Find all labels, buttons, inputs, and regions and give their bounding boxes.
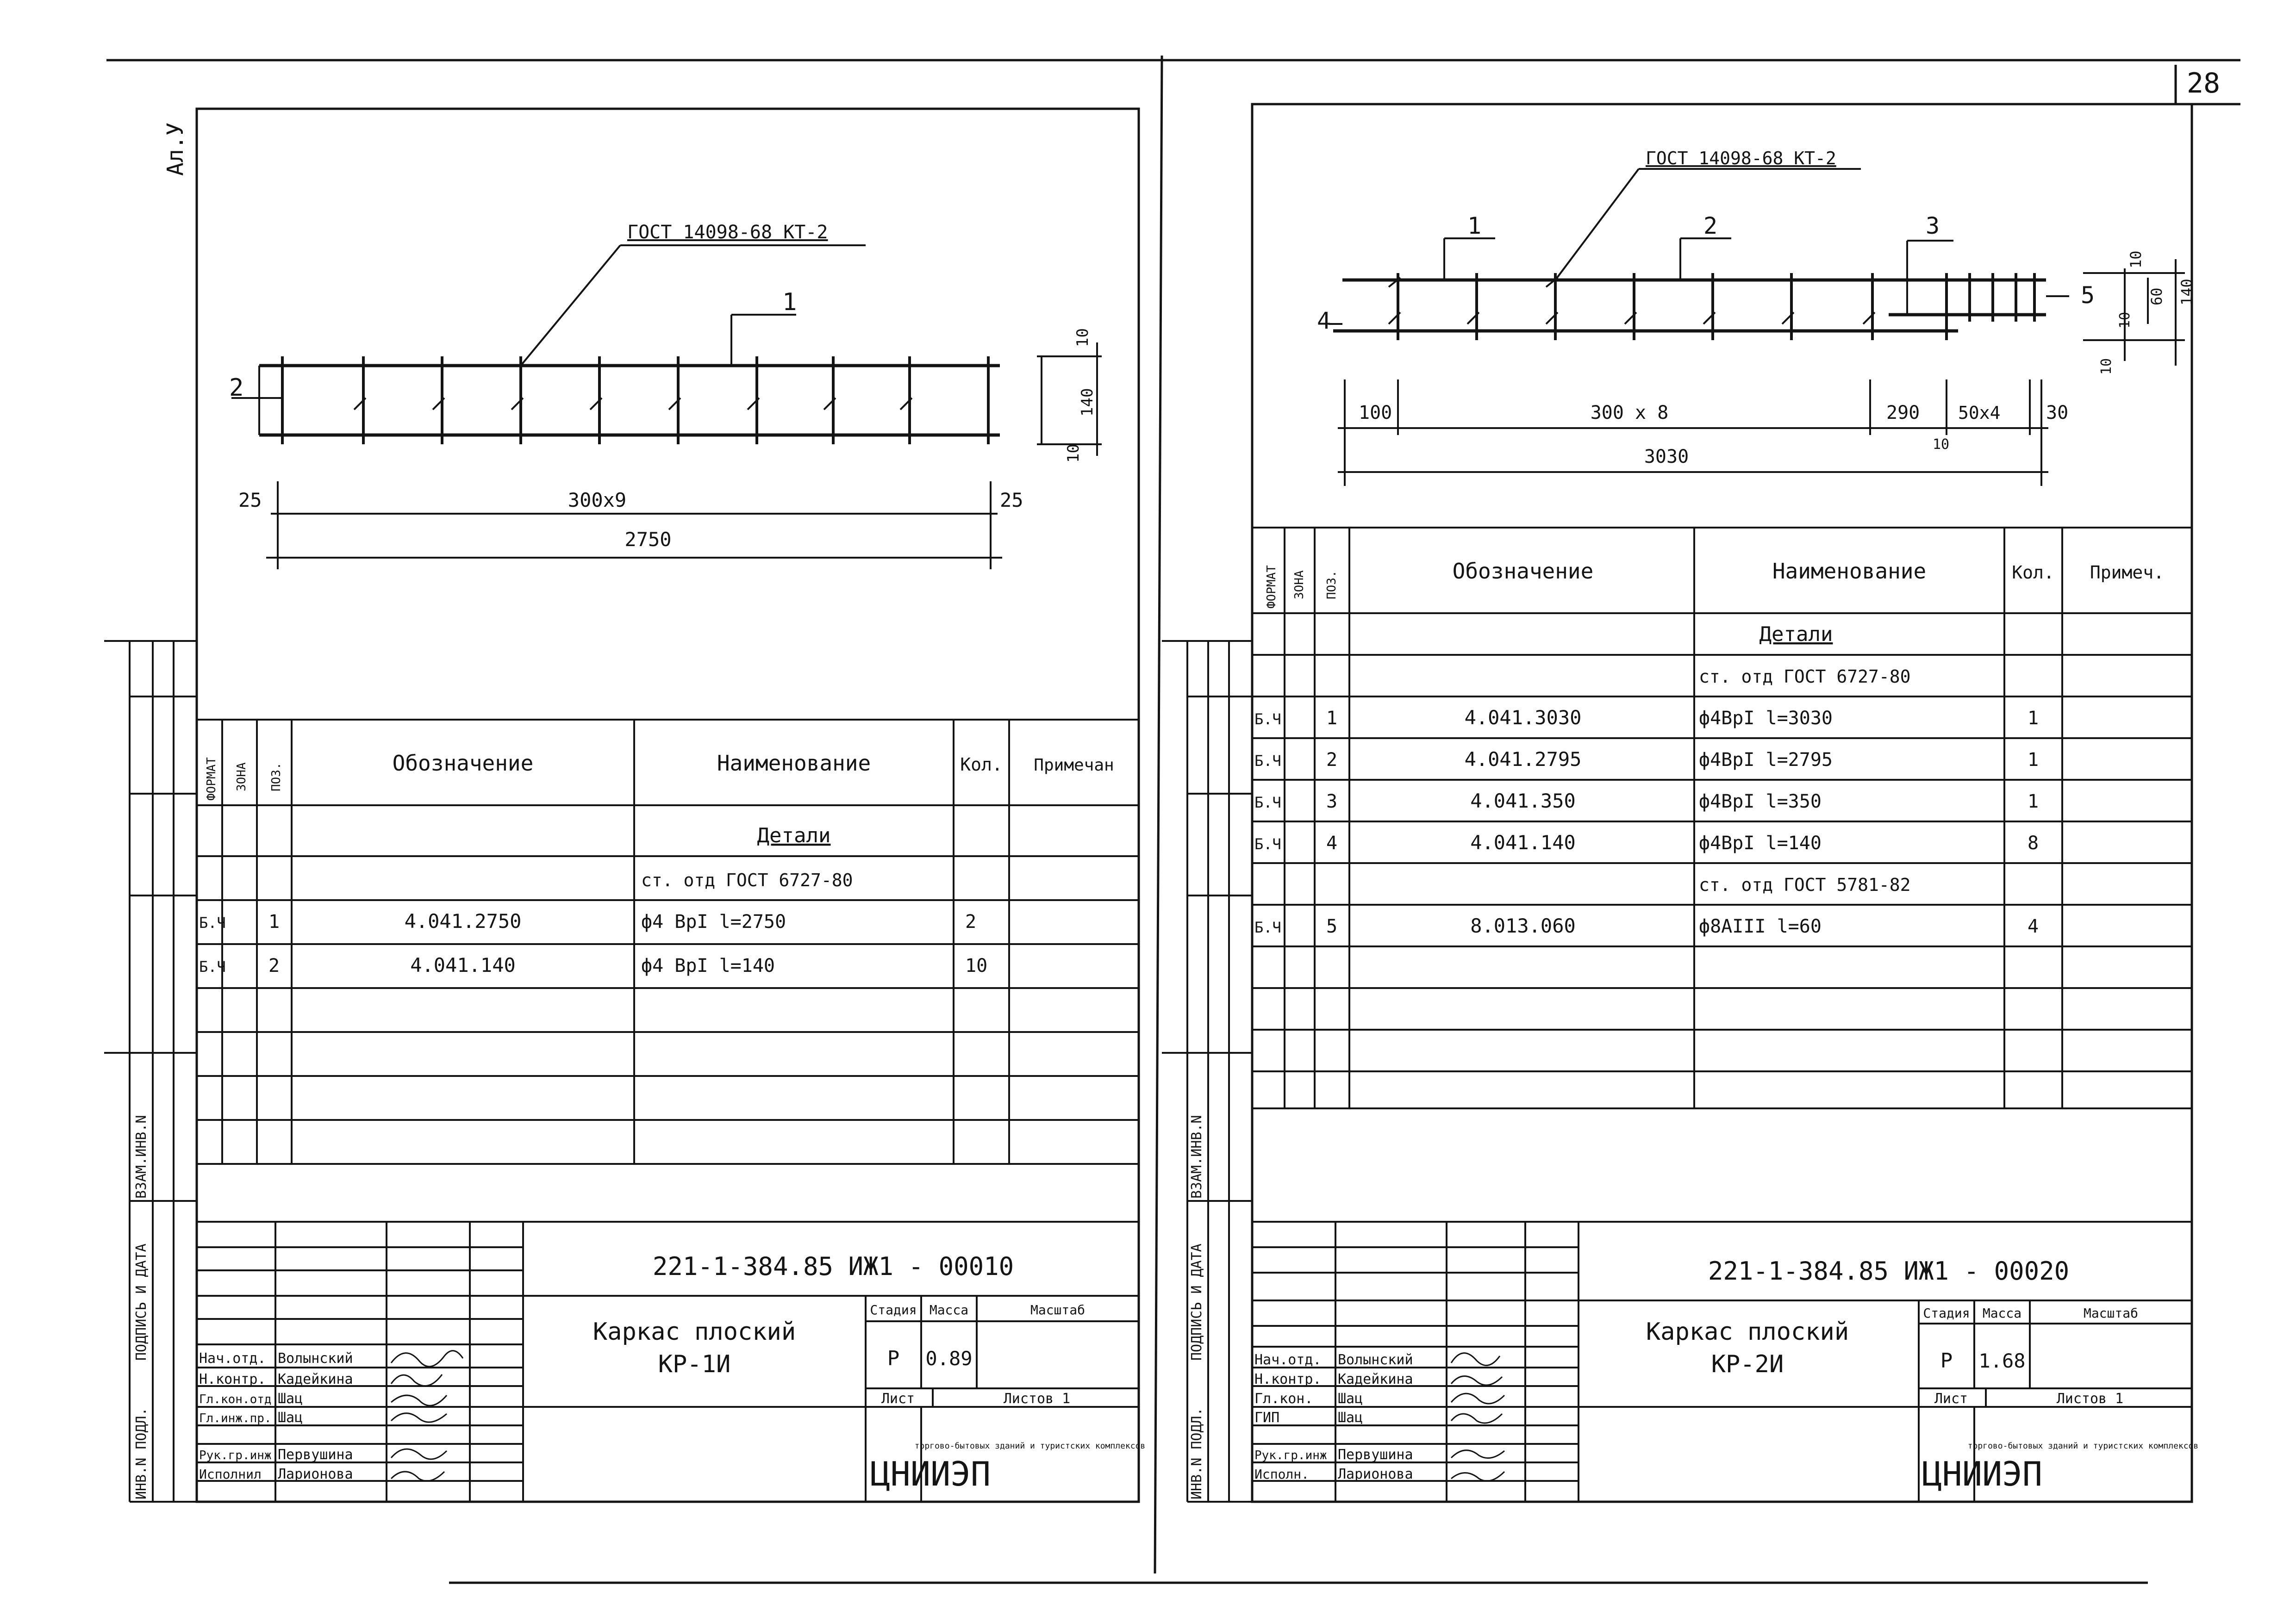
right-pos-5-label: 5 <box>2081 282 2095 309</box>
table-row <box>1254 748 2039 771</box>
drawing-text: ФОРМАТ <box>205 757 218 801</box>
drawing-text: Б.Ч <box>1254 835 1281 853</box>
drawing-text: Волынский <box>278 1350 353 1367</box>
drawing-text: Исполн. <box>1254 1467 1310 1482</box>
drawing-text: 4 <box>2028 916 2039 937</box>
table-row <box>199 910 976 933</box>
left-dim-total: 2750 <box>624 528 672 551</box>
drawing-text: Н.контр. <box>1254 1371 1322 1387</box>
drawing-text: Примеч. <box>2090 562 2165 583</box>
drawing-text: 3030 <box>1644 446 1689 467</box>
left-sheet <box>104 109 1145 1502</box>
left-dim-bottom: 10 <box>1064 444 1083 463</box>
left-frame-drawing <box>229 222 1102 569</box>
drawing-text: 1 <box>268 911 280 933</box>
left-title-line1: Каркас плоский <box>593 1318 796 1346</box>
drawing-text: 4.041.140 <box>1470 831 1576 854</box>
right-spec-section: Детали <box>1759 622 1833 646</box>
right-org: ЦНИИЭП <box>1922 1455 2043 1493</box>
right-dim-lines <box>1338 259 2185 486</box>
right-spec-standard-1: ст. отд ГОСТ 6727-80 <box>1699 666 1911 687</box>
right-spec-table <box>1252 528 2192 1108</box>
right-spec-standard-2: ст. отд ГОСТ 5781-82 <box>1699 875 1911 895</box>
drawing-text: Гл.инж.пр. <box>199 1412 272 1425</box>
drawing-text: Б.Ч <box>199 914 226 932</box>
drawing-text: 5 <box>1326 916 1338 937</box>
right-title-line1: Каркас плоский <box>1646 1318 1849 1346</box>
drawing-text: Стадия <box>870 1302 917 1318</box>
drawing-text: 1 <box>2028 791 2039 812</box>
drawing-text: Примечан <box>1034 756 1114 775</box>
drawing-text: 10 <box>965 955 988 976</box>
left-cross-bars <box>282 356 988 444</box>
drawing-text: 3 <box>1326 791 1338 812</box>
table-row <box>1254 790 2039 812</box>
page-frame <box>106 56 2240 1583</box>
table-row <box>1254 706 2039 729</box>
left-spec-standard: ст. отд ГОСТ 6727-80 <box>641 870 853 890</box>
drawing-text: 140 <box>2178 279 2196 305</box>
right-title-block <box>1252 1222 2198 1502</box>
drawing-text: Лист <box>881 1391 915 1407</box>
drawing-text: 4.041.2795 <box>1464 748 1582 771</box>
right-gost-note: ГОСТ 14098-68 КТ-2 <box>1646 148 1836 168</box>
drawing-text: Масштаб <box>1030 1302 1086 1318</box>
right-binding-strip <box>1162 641 1252 1502</box>
drawing-text: Кол. <box>960 754 1003 775</box>
drawing-text: Кол. <box>2012 562 2054 583</box>
drawing-text: ЗОНА <box>235 762 249 791</box>
drawing-text: Нач.отд. <box>1254 1352 1322 1368</box>
table-row <box>1254 831 2039 854</box>
drawing-text: Наименование <box>717 751 871 776</box>
left-gost-note: ГОСТ 14098-68 КТ-2 <box>627 222 828 243</box>
drawing-text: Нач.отд. <box>199 1350 266 1367</box>
page-number: 28 <box>2186 67 2221 99</box>
drawing-text: 100 <box>1359 402 1392 423</box>
drawing-text: ИНВ.N ПОДЛ. <box>133 1407 150 1499</box>
drawing-text: ф4ВрI l=2795 <box>1699 749 1833 771</box>
right-sheet <box>1162 104 2198 1502</box>
right-doc-code: 221-1-384.85 ИЖ1 - 00020 <box>1708 1256 2070 1286</box>
drawing-text: Ларионова <box>278 1466 353 1482</box>
drawing-text: 1.68 <box>1978 1349 2026 1372</box>
drawing-text: Шац <box>1338 1391 1363 1407</box>
left-dim-top: 10 <box>1073 328 1092 347</box>
drawing-text: Стадия <box>1923 1306 1970 1321</box>
left-dim-height: 140 <box>1078 388 1097 417</box>
drawing-text: Б.Ч <box>1254 794 1281 811</box>
drawing-text: ФОРМАТ <box>1265 565 1279 609</box>
drawing-text: ВЗАМ.ИНВ.N <box>1189 1115 1205 1199</box>
drawing-text: Н.контр. <box>199 1371 266 1387</box>
right-pos-1-label: 1 <box>1467 212 1482 239</box>
drawing-text: 4.041.2750 <box>404 910 522 933</box>
left-doc-code: 221-1-384.85 ИЖ1 - 00010 <box>652 1252 1014 1281</box>
drawing-text: 1 <box>2028 749 2039 771</box>
drawing-text: ф4 ВрI l=140 <box>641 955 775 976</box>
right-title-line2: КР-2И <box>1711 1350 1784 1378</box>
drawing-text: ф4ВрI l=3030 <box>1699 708 1833 729</box>
drawing-text: 300 х 8 <box>1590 402 1669 423</box>
drawing-text: Масштаб <box>2083 1306 2139 1321</box>
left-dim-end-left: 25 <box>238 489 262 511</box>
drawing-text: 10 <box>2117 311 2133 329</box>
drawing-text: Листов 1 <box>1003 1391 1071 1407</box>
drawing-text: ПОДПИСЬ И ДАТА <box>1189 1244 1205 1361</box>
left-dim-end-right: 25 <box>1000 489 1023 511</box>
drawing-text: Первушина <box>1338 1447 1413 1463</box>
drawing-text: Обозначение <box>392 751 534 776</box>
drawing-text: 10 <box>1933 436 1950 453</box>
drawing-text: Первушина <box>278 1447 353 1463</box>
left-title-line2: КР-1И <box>658 1350 731 1378</box>
drawing-text: Б.Ч <box>1254 919 1281 936</box>
right-binding-labels <box>1189 1115 1205 1499</box>
drawing-text: Ларионова <box>1338 1466 1413 1482</box>
right-pos-2-label: 2 <box>1703 212 1718 239</box>
drawing-text: Р <box>887 1347 900 1370</box>
left-org: ЦНИИЭП <box>870 1455 991 1493</box>
drawing-text: ГИП <box>1254 1410 1280 1426</box>
left-pos-2-label: 2 <box>229 374 244 402</box>
table-row <box>1254 914 2039 937</box>
left-org-desc: торгово-бытовых зданий и туристских комплексов <box>914 1441 1146 1451</box>
drawing-text: ПОЗ. <box>269 762 283 791</box>
drawing-text: 0.89 <box>925 1347 973 1370</box>
drawing-text: Б.Ч <box>1254 710 1281 728</box>
left-pos-1-label: 1 <box>782 288 797 316</box>
drawing-text: 290 <box>1886 402 1920 423</box>
drawing-text: ф8АIII l=60 <box>1699 916 1822 937</box>
side-mark: Ал.У <box>162 122 188 176</box>
right-org-desc: торгово-бытовых зданий и туристских комплексов <box>1967 1441 2199 1451</box>
left-weld-ticks <box>354 398 912 410</box>
drawing-text: 4 <box>1326 833 1338 854</box>
table-row <box>199 954 987 976</box>
left-title-block <box>197 1222 1145 1502</box>
drawing-text: Исполнил <box>199 1467 262 1482</box>
drawing-text: 60 <box>2148 287 2165 305</box>
drawing-text: ф4 ВрI l=2750 <box>641 911 786 933</box>
drawing-text: Б.Ч <box>1254 752 1281 770</box>
drawing-text: Масса <box>929 1302 969 1318</box>
drawing-text: Волынский <box>1338 1352 1413 1368</box>
drawing-text: 1 <box>1326 708 1338 729</box>
drawing-text: Масса <box>1982 1306 2022 1321</box>
drawing-text: Наименование <box>1772 559 1927 584</box>
drawing-text: 4.041.140 <box>410 954 516 976</box>
drawing-text: Гл.кон.отд <box>199 1393 272 1406</box>
right-pos-4-label: 4 <box>1317 307 1331 334</box>
drawing-text: Шац <box>1338 1410 1363 1426</box>
drawing-text: Рук.гр.инж <box>199 1449 272 1462</box>
drawing-text: 4.041.350 <box>1470 790 1576 812</box>
drawing-text: Гл.кон. <box>1254 1391 1313 1407</box>
drawing-text: 8.013.060 <box>1470 914 1576 937</box>
drawing-text: ф4ВрI l=350 <box>1699 791 1822 812</box>
left-binding-labels <box>133 1115 150 1499</box>
drawing-text: 2 <box>268 955 280 976</box>
drawing-text: ПОДПИСЬ И ДАТА <box>133 1244 150 1361</box>
left-dim-lines <box>266 342 1102 569</box>
drawing-text: 10 <box>2098 358 2115 375</box>
drawing-text: Листов 1 <box>2056 1391 2124 1407</box>
drawing-text: Рук.гр.инж <box>1254 1449 1327 1462</box>
drawing-text: ИНВ.N ПОДЛ. <box>1189 1407 1205 1499</box>
left-binding-strip <box>104 641 197 1502</box>
drawing-text: 8 <box>2028 833 2039 854</box>
drawing-text: ВЗАМ.ИНВ.N <box>133 1115 150 1199</box>
left-dim-span: 300х9 <box>568 489 627 511</box>
left-spec-table <box>197 720 1139 1164</box>
right-frame-drawing <box>1317 148 2196 486</box>
drawing-text: Обозначение <box>1452 559 1594 584</box>
drawing-text: Шац <box>278 1410 303 1426</box>
drawing-text: ЗОНА <box>1292 570 1306 599</box>
drawing-text: Р <box>1940 1349 1953 1373</box>
drawing-text: 2 <box>965 911 977 933</box>
drawing-text: 4.041.3030 <box>1464 706 1582 729</box>
drawing-text: ф4ВрI l=140 <box>1699 833 1822 854</box>
drawing-text: 2 <box>1326 749 1338 771</box>
drawing-text: 10 <box>2127 250 2145 268</box>
drawing-text: 30 <box>2046 402 2069 423</box>
drawing-text: 1 <box>2028 708 2039 729</box>
drawing-text: Кадейкина <box>1338 1371 1413 1387</box>
drawing-text: Шац <box>278 1391 303 1407</box>
drawing-text: Б.Ч <box>199 958 226 976</box>
left-spec-section: Детали <box>757 824 831 847</box>
right-pos-3-label: 3 <box>1926 212 1940 239</box>
drawing-text: Кадейкина <box>278 1371 353 1387</box>
drawing-text: ПОЗ. <box>1325 570 1339 599</box>
left-signatures <box>391 1351 463 1481</box>
drawing-text: 50х4 <box>1958 403 2001 423</box>
drawing-text: Лист <box>1934 1391 1968 1407</box>
right-weld-ticks <box>1389 278 1875 324</box>
